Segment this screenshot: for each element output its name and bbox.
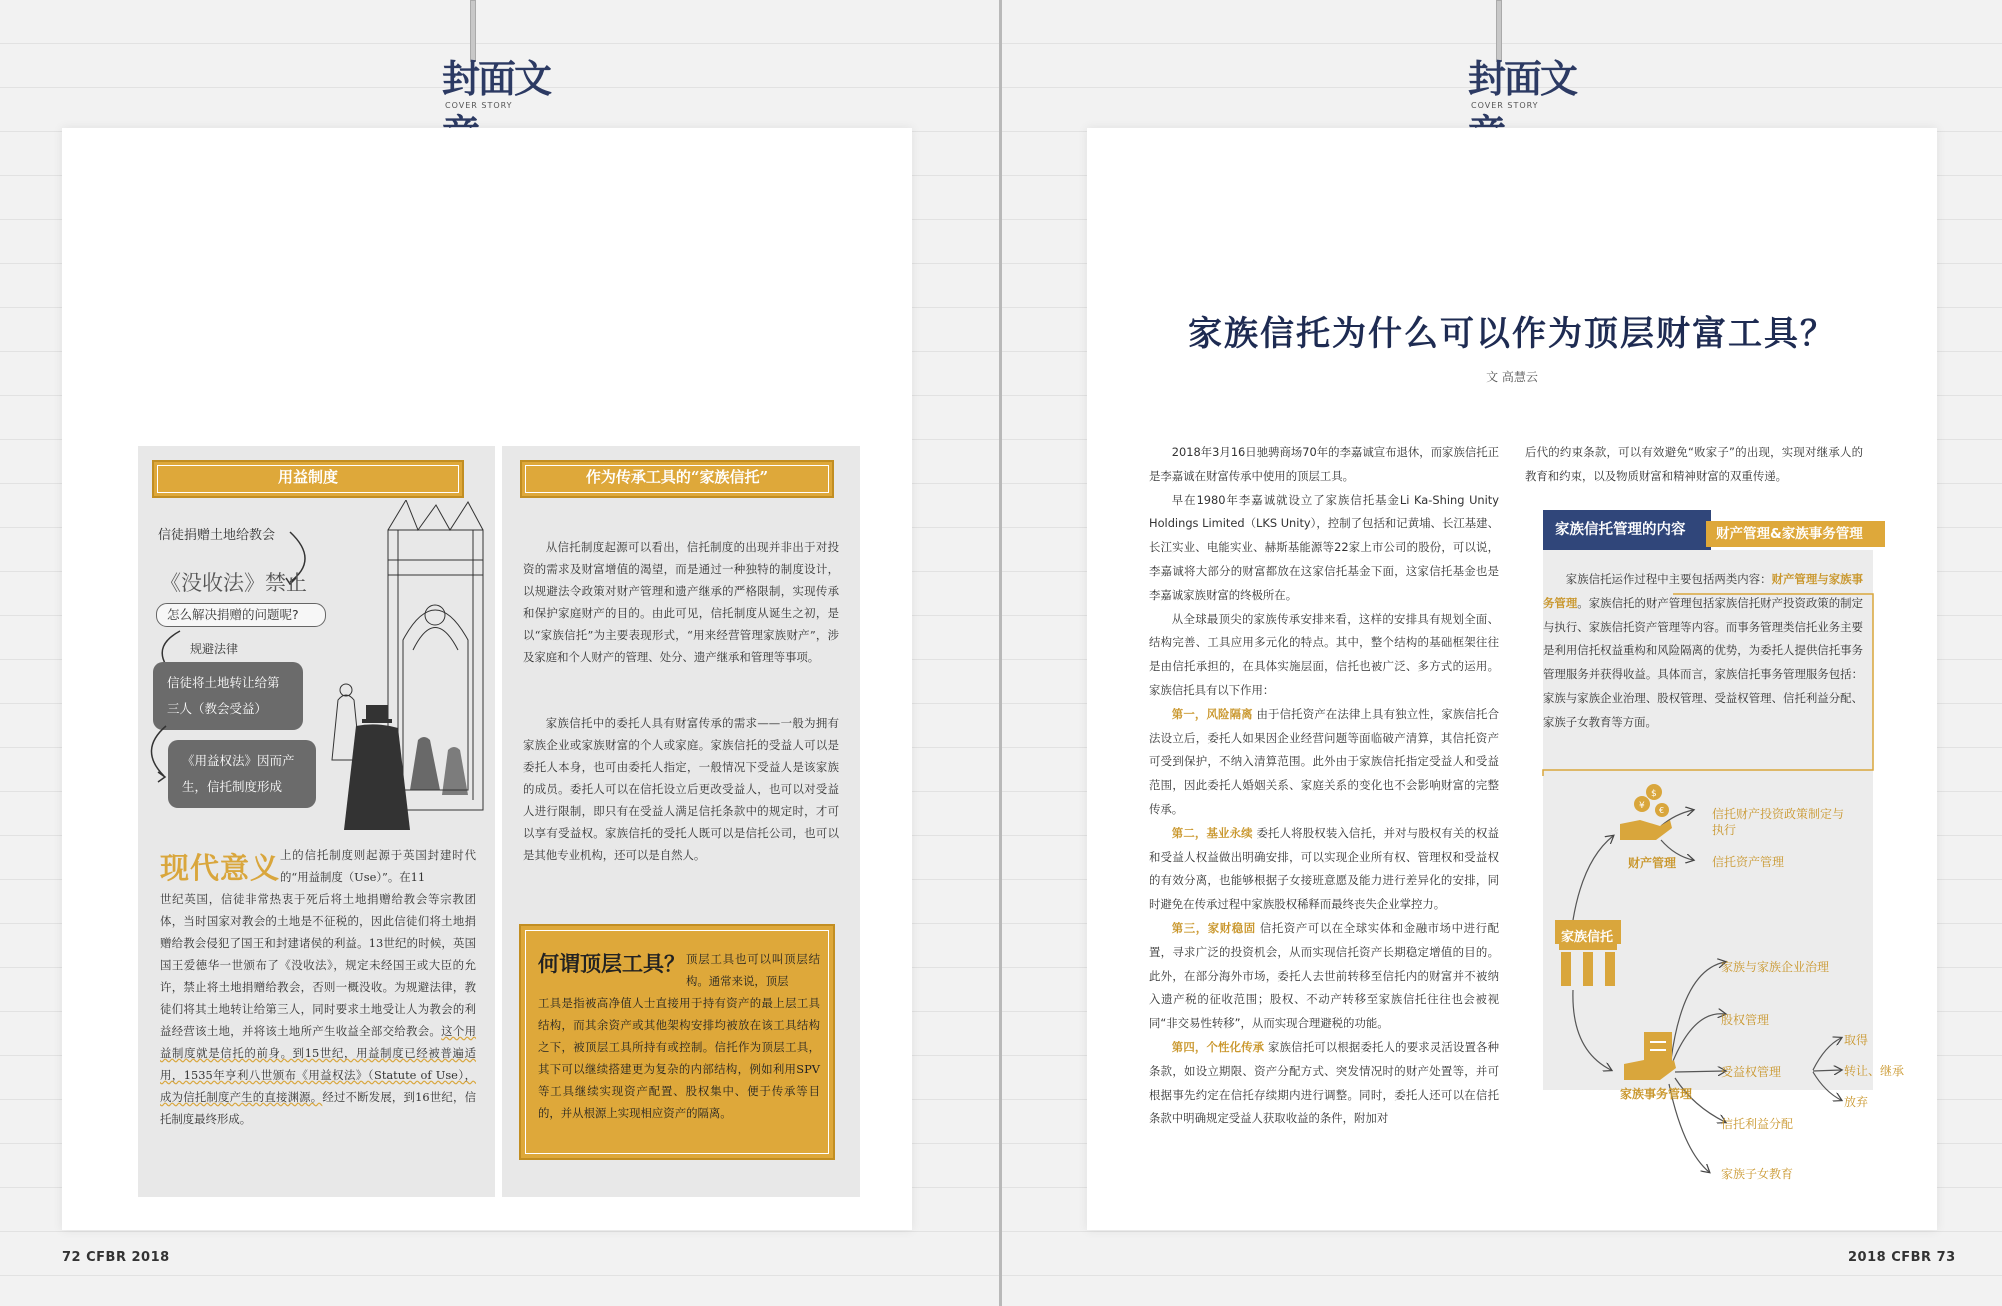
trust-origin-paragraph: 从信托制度起源可以看出，信托制度的出现并非出于对投资的需求及财富增值的渴望，而是通过一种独特的制度设计，以规避法令政策对财产管理和遗产继承的严格限制，实现传承和保护家庭财产的目的。由此可见，信托制度从诞生之初，是以“家族信托”为主要表现形式，“用来经营管理家族财产”，涉及家庭和个人财产的管理、处分、遗产继承和管理等事项。 — [523, 540, 839, 664]
affairs-child-equity: 股权管理 — [1721, 1013, 1770, 1027]
paragraph-personalized — [1149, 1036, 1499, 1131]
paragraph-global-practice: 从全球最顶尖的家族传承安排来看，这样的安排具有规划全面、结构完善、工具应用多元化的特点。其中，整个结构的基础框架往往是由信托承担的，在具体实施层面，信托也被广泛、多方式的运用。家族信托具有以下作用： — [1149, 611, 1499, 697]
money-hand-icon — [1612, 780, 1682, 850]
keyword-business-continuity: 第二，基业永续 — [1171, 825, 1253, 840]
keyword-risk-isolation: 第一，风险隔离 — [1171, 706, 1253, 721]
keyword-wealth-stability: 第三，家财稳固 — [1171, 920, 1256, 935]
trust-parties-paragraph: 家族信托中的委托人具有财富传承的需求——一般为拥有家族企业或家族财富的个人或家庭。家族信托的受益人可以是委托人本身，也可由委托人指定，一般情况下受益人是该家族的成员。委托人可以在信托设立后更改受益人，也可以对受益人进行限制，即只有在受益人满足信托条款中的规定时，才可以享有受益权。家族信托的受托人既可以是信托公司，也可以是其他专业机构，还可以是自然人。 — [523, 716, 839, 862]
svg-text:€: € — [1659, 806, 1665, 815]
usage-history-underlined: 这个用益制度就是信托的前身。到15世纪，用益制度已经被普遍适用，1535年亨利八世颁布《用益权法》（Statute of Use），成为信托制度产生的直接渊源。 — [160, 1024, 476, 1104]
text-wealth-stability: 信托资产可以在全球实体和金融市场中进行配置，寻求广泛的投资机会，从而实现信托资产长期稳定增值的目的。此外，在部分海外市场，委托人去世前转移至信托内的财富并不被纳入遗产税的征收范围；股权、不动产转移至家族信托往往也会被视同“非交易性转移”，从而实现合理避税的功能。 — [1149, 920, 1499, 1031]
asset-management-node: 财产管理 — [1628, 856, 1677, 870]
logo-cn: 封面文 — [1468, 56, 1577, 101]
article-column-1 — [1149, 441, 1499, 1131]
paragraph-risk-isolation — [1149, 703, 1499, 822]
paragraph-retire: 2018年3月16日驰骋商场70年的李嘉诚宣布退休，而家族信托正是李嘉诚在财富传承中使用的顶层工具。 — [1149, 445, 1500, 483]
intro-highlight: 财产管理与家族事务管理 — [1543, 572, 1863, 610]
modern-meaning-title: 现代意义 — [160, 851, 281, 885]
affairs-child-distribution: 信托利益分配 — [1721, 1117, 1794, 1131]
use-law-pill: 《用益权法》因而产生，信托制度形成 — [168, 740, 316, 808]
article-byline: 文 高慧云 — [1486, 370, 1538, 384]
callout-body: 工具是指被高净值人士直接用于持有资产的最上层工具结构，而其余资产或其他架构安排均被放在该工具结构之下，被顶层工具所持有或控制。信托作为顶层工具，其下可以继续搭建更为复杂的内部结构，例如利用SPV等工具继续实现资产配置、股权集中、便于传承等目的，并从根源上实现相应资产的隔离。 — [538, 996, 820, 1120]
paragraph-lks-unity: 早在1980年李嘉诚就设立了家族信托基金Li Ka-Shing Unity Holdings Limited（LKS Unity），控制了包括和记黄埔、长江基建、长江实业、电能实业、赫斯基能源等22家上市公司的股份，可以说，李嘉诚将大部分的财富都放在这家信托基金下面，这家信托基金也是李嘉诚家族财富的终极所在。 — [1149, 492, 1499, 602]
cathedral-illustration — [318, 500, 490, 830]
benefit-child-transfer: 转让、继承 — [1844, 1064, 1905, 1078]
benefit-child-waive: 放弃 — [1844, 1095, 1869, 1109]
page-spine — [999, 0, 1002, 1306]
cover-story-logo-right — [1468, 0, 1598, 120]
paragraph-wealth-stability — [1149, 917, 1499, 1036]
usage-system-ribbon: 用益制度 — [152, 460, 464, 498]
affairs-management-node: 家族事务管理 — [1620, 1087, 1693, 1101]
affairs-child-education: 家族子女教育 — [1721, 1167, 1794, 1181]
donation-caption: 信徒捐赠土地给教会 — [158, 528, 276, 543]
logo-cn: 封面文 — [442, 56, 551, 101]
intro-a: 家族信托运作过程中主要包括两类内容： — [1565, 572, 1772, 586]
bracket-line — [1537, 586, 1877, 776]
callout-title: 何谓顶层工具？ — [538, 951, 685, 976]
cover-story-logo-left — [442, 0, 572, 120]
svg-text:$: $ — [1651, 789, 1657, 799]
asset-child-2: 信托资产管理 — [1712, 855, 1785, 869]
keyword-personalized: 第四，个性化传承 — [1171, 1039, 1265, 1054]
affairs-hand-icon — [1618, 1030, 1688, 1090]
column-2-continuation: 后代的约束条款，可以有效避免“败家子”的出现，实现对继承人的教育和约束，以及物质财富和精神财富的双重传递。 — [1525, 445, 1863, 483]
right-page-number: 2018 CFBR 73 — [1848, 1250, 1956, 1265]
section-subtitle: 财产管理&家族事务管理 — [1706, 521, 1885, 547]
logo-en: COVER STORY — [1471, 101, 1539, 110]
modern-lead-text: 上的信托制度则起源于英国封建时代的“用益制度（Use）”。在11 — [280, 848, 476, 884]
svg-text:¥: ¥ — [1639, 801, 1645, 811]
benefit-child-acquire: 取得 — [1844, 1033, 1869, 1047]
left-page-number: 72 CFBR 2018 — [62, 1250, 170, 1265]
text-risk-isolation: 由于信托资产在法律上具有独立性，家族信托合法设立后，委托人如果因企业经营问题等面临破产清算，其信托资产可受到保护，不纳入清算范围。此外由于家族信托指定受益人和受益范围，因此委托人婚姻关系、家庭关系的变化也不会影响财富的完整传承。 — [1149, 706, 1499, 816]
affairs-child-governance: 家族与家族企业治理 — [1721, 960, 1830, 974]
text-personalized: 家族信托可以根据委托人的要求灵活设置各种条款，如设立期限、资产分配方式、突发情况时的财产处置等，并可根据事先约定在信托存续期内进行调整。同时，委托人还可以在信托条款中明确规定受益人获取收益的条件，附加对 — [1149, 1039, 1499, 1126]
paragraph-business-continuity — [1149, 822, 1499, 917]
transfer-to-third-party-pill: 信徒将土地转让给第三人（教会受益） — [153, 662, 303, 730]
usage-history-body: 世纪英国，信徒非常热衷于死后将土地捐赠给教会等宗教团体，当时国家对教会的土地是不征税的，因此信徒们将土地捐赠给教会侵犯了国王和封建诸侯的利益。13世纪的时候，英国国王爱德华一世颁布了《没收法》，规定未经国王或大臣的允许，禁止将土地捐赠给教会，否则一概没收。为规避法律，教徒们将其土地转让给第三人，同时要求土地受让人为教会的利益经营该土地，并将该土地所产生收益全部交给教会。 — [160, 892, 476, 1038]
intro-c: 。家族信托的财产管理包括家族信托财产投资政策的制定与执行、家族信托资产管理等内容。而事务管理类信托业务主要是利用信托权益重构和风险隔离的优势，为委托人提供信托事务管理服务并获得收益。具体而言，家族信托事务管理服务包括：家族与家族企业治理、股权管理、受益权管理、信托利益分配、家族子女教育等方面。 — [1543, 595, 1863, 729]
article-title: 家族信托为什么可以作为顶层财富工具？ — [1188, 314, 1836, 354]
family-trust-ribbon: 作为传承工具的“家族信托” — [520, 460, 834, 498]
text-business-continuity: 委托人将股权装入信托，并对与股权有关的权益和受益人权益做出明确安排，可以实现企业所有权、管理权和受益权的有效分离，也能够根据子女接班意愿及能力进行差异化的安排，同时避免在传承过程中家族股权稀释而最终丧失企业掌控力。 — [1149, 825, 1499, 912]
logo-en: COVER STORY — [445, 101, 513, 110]
confiscation-law-title: 《没收法》禁止 — [160, 571, 307, 595]
usage-history-end: 经过不断发展，到16世纪，信托制度最终形成。 — [160, 1090, 476, 1126]
family-trust-root: 家族信托 — [1561, 930, 1614, 945]
affairs-child-benefit: 受益权管理 — [1721, 1065, 1782, 1079]
evade-law-label: 规避法律 — [190, 642, 239, 656]
usage-history-text — [160, 888, 476, 1130]
asset-child-1: 信托财产投资政策制定与执行 — [1712, 807, 1845, 837]
question-pill: 怎么解决捐赠的问题呢? — [156, 603, 326, 627]
callout-lead: 顶层工具也可以叫顶层结构。通常来说，顶层 — [686, 952, 820, 988]
section-title: 家族信托管理的内容 — [1543, 510, 1711, 550]
